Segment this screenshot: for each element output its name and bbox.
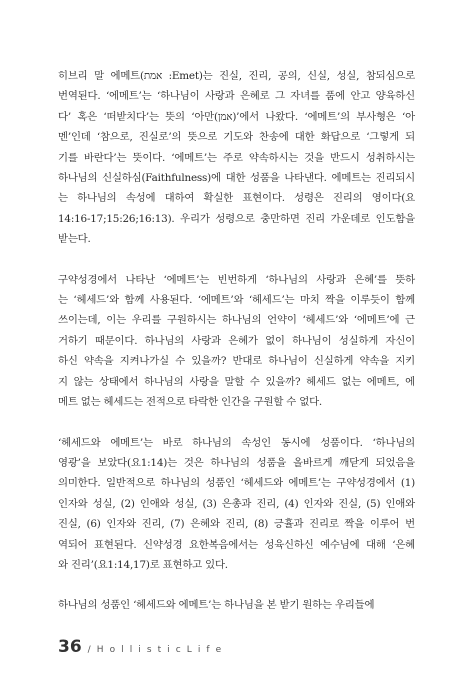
text-line: 하신 약속을 지켜나가실 수 있을까? 반대로 하나님이 신실하게 약속을 지키 <box>58 355 415 368</box>
text-line: 받는다. <box>58 233 91 246</box>
text-line: 영광’을 보았다(요1:14)는 것은 하나님의 성품을 올바르게 깨닫게 되었음을 <box>58 456 415 469</box>
text-line: 메트 없는 헤세드는 전적으로 타락한 인간을 구원할 수 없다. <box>58 396 323 409</box>
text-line: ‘헤세드와 에메트’는 바로 하나님의 속성인 동시에 성품이다. ‘하나님의 <box>58 436 415 449</box>
text-line: 진실, (6) 인자와 진리, (7) 은혜와 진리, (8) 긍휼과 진리로 짝을 이루어 번 <box>58 518 415 531</box>
text-line: 와 진리’(요1:14,17)로 표현하고 있다. <box>58 558 228 571</box>
paragraph <box>58 595 415 615</box>
running-title: / H o l l i s t i c L i f e <box>87 645 223 655</box>
text-line: 구약성경에서 나타난 ‘에메트’는 빈번하게 ‘하나님의 사랑과 은혜’를 뜻하 <box>58 273 415 286</box>
paragraph <box>58 66 415 250</box>
text-line: 의미한다. 일반적으로 하나님의 성품인 ‘헤세드와 에메트’는 구약성경에서 (1) <box>58 477 415 490</box>
page-number: 36 <box>58 637 82 657</box>
paragraph-gap <box>58 413 415 433</box>
page-body <box>58 66 415 616</box>
text-line: 인자와 성실, (2) 인애와 성실, (3) 은총과 진리, (4) 인자와 진실, (5) 인애와 <box>58 497 415 510</box>
text-line: 거하기 때문이다. 하나님의 사랑과 은혜가 없이 하나님이 성실하게 자신이 <box>58 334 415 347</box>
text-line: 지 않는 상태에서 하나님의 사랑을 말할 수 있을까? 헤세드 없는 에메트, 에 <box>58 375 415 388</box>
text-line: 는 하나님의 속성에 대하여 확실한 표현이다. 성령은 진리의 영이다(요 <box>58 192 415 205</box>
text-line: 히브리 말 에메트(אמת :Emet)는 진실, 진리, 공의, 신실, 성실, 참되심으로 <box>58 70 416 82</box>
text-line: 역되어 표현된다. 신약성경 요한복음에서는 성육신하신 예수님에 대해 ‘은혜 <box>58 538 415 551</box>
text-line: 멘’인데 ‘참으로, 진실로’의 뜻으로 기도와 찬송에 대한 화답으로 ‘그렇게 되 <box>58 131 415 144</box>
text-line: 하나님의 성품인 ‘헤세드와 에메트’는 하나님을 본 받기 원하는 우리들에 <box>58 599 375 612</box>
paragraph-gap <box>58 250 415 270</box>
page-footer <box>58 637 223 657</box>
text-line: 쓰이는데, 이는 우리를 구원하시는 하나님의 언약이 ‘헤세드’와 ‘에메트’에 근 <box>58 314 415 327</box>
text-line: 14:16-17;15:26;16:13). 우리가 성령으로 충만하면 진리 가운데로 인도함을 <box>58 212 415 225</box>
paragraph-gap <box>58 575 415 595</box>
text-line: 기를 바란다’는 뜻이다. ‘에메트’는 주로 약속하시는 것을 반드시 성취하시는 <box>58 151 415 164</box>
paragraph <box>58 433 415 576</box>
text-line: 번역된다. ‘에메트’는 ‘하나님이 사랑과 은혜로 그 자녀를 품에 안고 양육하신 <box>58 90 415 103</box>
text-line: 하나님의 신실하심(Faithfulness)에 대한 성품을 나타낸다. 에메트는 진리되시 <box>58 172 415 185</box>
text-line: 는 ‘헤세드’와 함께 사용된다. ‘에메트’와 ‘헤세드’는 마치 짝을 이루듯이 함께 <box>58 294 415 307</box>
text-line: 다’ 혹은 ‘떠받치다’는 뜻의 ‘아만(אמן)’에서 나왔다. ‘에메트’의 부사형은 ‘아 <box>58 110 415 123</box>
paragraph <box>58 270 415 413</box>
